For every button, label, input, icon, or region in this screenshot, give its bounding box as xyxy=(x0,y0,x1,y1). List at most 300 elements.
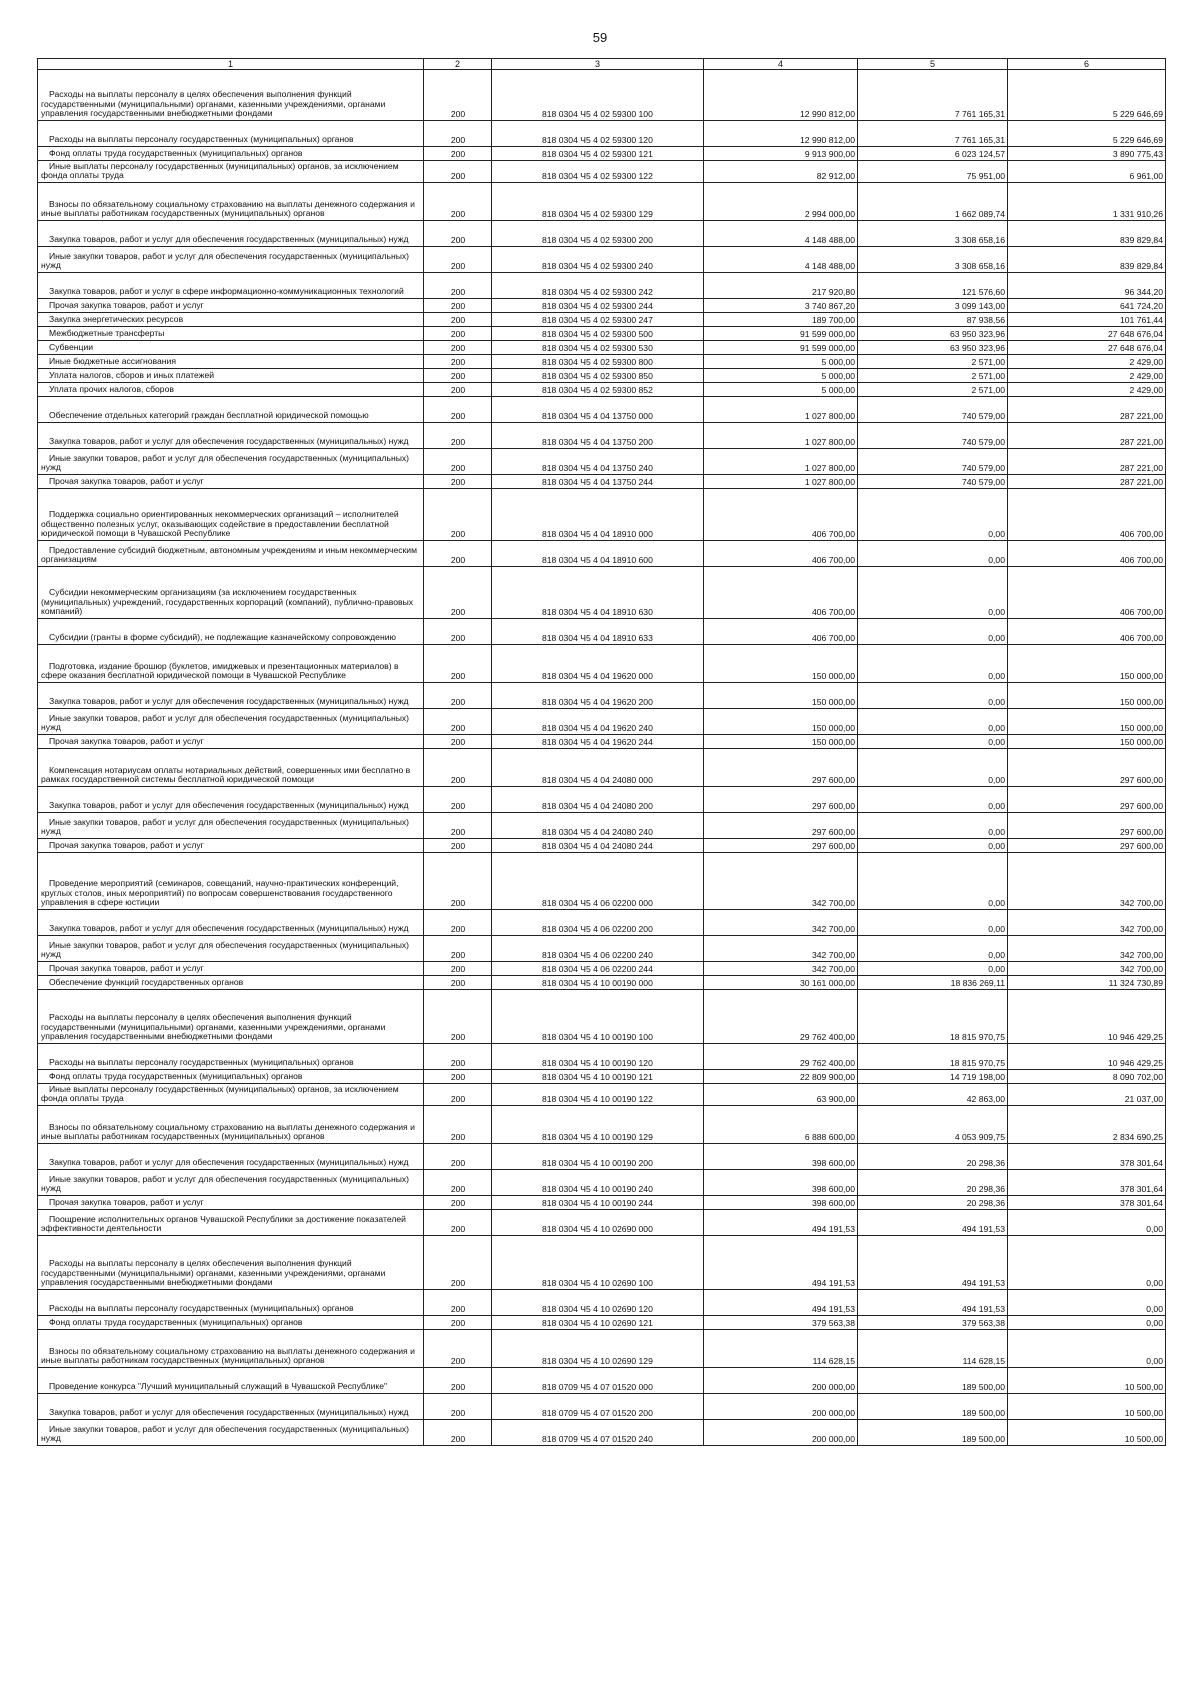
cell-approved-amount: 3 740 867,20 xyxy=(704,299,858,313)
cell-item-name: Взносы по обязательному социальному страхованию на выплаты денежного содержания и иные выплаты работникам государственных (муниципальных) органов xyxy=(38,1330,424,1368)
header-cell-name: 1 xyxy=(38,59,424,70)
cell-unexecuted-amount: 6 961,00 xyxy=(1008,161,1166,183)
cell-approved-amount: 2 994 000,00 xyxy=(704,183,858,221)
header-row xyxy=(38,59,1166,70)
cell-budget-code: 818 0304 Ч5 4 04 19620 000 xyxy=(492,645,704,683)
cell-approved-amount: 29 762 400,00 xyxy=(704,990,858,1044)
cell-approved-amount: 1 027 800,00 xyxy=(704,475,858,489)
cell-unexecuted-amount: 297 600,00 xyxy=(1008,813,1166,839)
cell-approved-amount: 200 000,00 xyxy=(704,1394,858,1420)
table-row xyxy=(38,449,1166,475)
cell-line-code: 200 xyxy=(424,1084,492,1106)
cell-item-name: Расходы на выплаты персоналу в целях обеспечения выполнения функций государственными (муниципальными) органами, казенными учреждениями, органами управления государственными внебюджетными фондами xyxy=(38,1236,424,1290)
cell-approved-amount: 12 990 812,00 xyxy=(704,121,858,147)
table-row xyxy=(38,121,1166,147)
cell-line-code: 200 xyxy=(424,1144,492,1170)
cell-approved-amount: 150 000,00 xyxy=(704,709,858,735)
cell-budget-code: 818 0304 Ч5 4 04 24080 200 xyxy=(492,787,704,813)
table-row xyxy=(38,299,1166,313)
cell-unexecuted-amount: 0,00 xyxy=(1008,1316,1166,1330)
cell-item-name: Закупка товаров, работ и услуг для обеспечения государственных (муниципальных) нужд xyxy=(38,787,424,813)
cell-line-code: 200 xyxy=(424,976,492,990)
cell-item-name: Закупка товаров, работ и услуг для обеспечения государственных (муниципальных) нужд xyxy=(38,423,424,449)
cell-item-name: Фонд оплаты труда государственных (муниципальных) органов xyxy=(38,147,424,161)
table-row xyxy=(38,383,1166,397)
cell-item-name: Иные бюджетные ассигнования xyxy=(38,355,424,369)
cell-unexecuted-amount: 101 761,44 xyxy=(1008,313,1166,327)
cell-budget-code: 818 0709 Ч5 4 07 01520 000 xyxy=(492,1368,704,1394)
cell-executed-amount: 740 579,00 xyxy=(858,475,1008,489)
cell-unexecuted-amount: 342 700,00 xyxy=(1008,853,1166,910)
cell-approved-amount: 342 700,00 xyxy=(704,936,858,962)
cell-approved-amount: 398 600,00 xyxy=(704,1144,858,1170)
cell-budget-code: 818 0304 Ч5 4 04 19620 244 xyxy=(492,735,704,749)
cell-approved-amount: 150 000,00 xyxy=(704,735,858,749)
table-row xyxy=(38,1084,1166,1106)
cell-line-code: 200 xyxy=(424,423,492,449)
cell-unexecuted-amount: 0,00 xyxy=(1008,1330,1166,1368)
cell-line-code: 200 xyxy=(424,645,492,683)
cell-unexecuted-amount: 5 229 646,69 xyxy=(1008,70,1166,121)
cell-item-name: Проведение конкурса "Лучший муниципальный служащий в Чувашской Республике" xyxy=(38,1368,424,1394)
cell-item-name: Подготовка, издание брошюр (буклетов, имиджевых и презентационных материалов) в сфере оказания бесплатной юридической помощи в Чувашской Республике xyxy=(38,645,424,683)
cell-approved-amount: 114 628,15 xyxy=(704,1330,858,1368)
cell-budget-code: 818 0304 Ч5 4 04 18910 630 xyxy=(492,567,704,619)
cell-budget-code: 818 0304 Ч5 4 10 00190 100 xyxy=(492,990,704,1044)
cell-item-name: Уплата прочих налогов, сборов xyxy=(38,383,424,397)
cell-executed-amount: 121 576,60 xyxy=(858,273,1008,299)
cell-approved-amount: 494 191,53 xyxy=(704,1236,858,1290)
cell-unexecuted-amount: 2 834 690,25 xyxy=(1008,1106,1166,1144)
cell-unexecuted-amount: 342 700,00 xyxy=(1008,962,1166,976)
cell-item-name: Закупка товаров, работ и услуг для обеспечения государственных (муниципальных) нужд xyxy=(38,1144,424,1170)
table-row xyxy=(38,327,1166,341)
cell-unexecuted-amount: 378 301,64 xyxy=(1008,1170,1166,1196)
cell-item-name: Межбюджетные трансферты xyxy=(38,327,424,341)
cell-unexecuted-amount: 5 229 646,69 xyxy=(1008,121,1166,147)
cell-budget-code: 818 0304 Ч5 4 02 59300 120 xyxy=(492,121,704,147)
table-row xyxy=(38,839,1166,853)
cell-line-code: 200 xyxy=(424,567,492,619)
cell-approved-amount: 63 900,00 xyxy=(704,1084,858,1106)
cell-approved-amount: 29 762 400,00 xyxy=(704,1044,858,1070)
table-row xyxy=(38,1196,1166,1210)
cell-line-code: 200 xyxy=(424,489,492,541)
cell-item-name: Закупка товаров, работ и услуг для обеспечения государственных (муниципальных) нужд xyxy=(38,1394,424,1420)
cell-executed-amount: 0,00 xyxy=(858,910,1008,936)
cell-executed-amount: 63 950 323,96 xyxy=(858,327,1008,341)
table-row xyxy=(38,813,1166,839)
cell-executed-amount: 1 662 089,74 xyxy=(858,183,1008,221)
cell-unexecuted-amount: 2 429,00 xyxy=(1008,355,1166,369)
cell-unexecuted-amount: 287 221,00 xyxy=(1008,397,1166,423)
cell-budget-code: 818 0304 Ч5 4 04 13750 244 xyxy=(492,475,704,489)
cell-unexecuted-amount: 406 700,00 xyxy=(1008,489,1166,541)
cell-executed-amount: 0,00 xyxy=(858,749,1008,787)
cell-approved-amount: 6 888 600,00 xyxy=(704,1106,858,1144)
page-number: 59 xyxy=(592,30,608,45)
cell-executed-amount: 87 938,56 xyxy=(858,313,1008,327)
table-row xyxy=(38,1106,1166,1144)
cell-approved-amount: 297 600,00 xyxy=(704,749,858,787)
cell-item-name: Прочая закупка товаров, работ и услуг xyxy=(38,475,424,489)
cell-item-name: Взносы по обязательному социальному страхованию на выплаты денежного содержания и иные выплаты работникам государственных (муниципальных) органов xyxy=(38,1106,424,1144)
cell-line-code: 200 xyxy=(424,619,492,645)
cell-executed-amount: 0,00 xyxy=(858,787,1008,813)
cell-budget-code: 818 0304 Ч5 4 02 59300 242 xyxy=(492,273,704,299)
cell-budget-code: 818 0304 Ч5 4 02 59300 852 xyxy=(492,383,704,397)
table-row xyxy=(38,1330,1166,1368)
cell-line-code: 200 xyxy=(424,1106,492,1144)
cell-budget-code: 818 0304 Ч5 4 10 00190 200 xyxy=(492,1144,704,1170)
table-row xyxy=(38,1170,1166,1196)
cell-approved-amount: 200 000,00 xyxy=(704,1420,858,1446)
cell-item-name: Расходы на выплаты персоналу государственных (муниципальных) органов xyxy=(38,121,424,147)
cell-line-code: 200 xyxy=(424,787,492,813)
cell-budget-code: 818 0304 Ч5 4 04 19620 200 xyxy=(492,683,704,709)
cell-unexecuted-amount: 150 000,00 xyxy=(1008,645,1166,683)
cell-approved-amount: 5 000,00 xyxy=(704,355,858,369)
cell-executed-amount: 494 191,53 xyxy=(858,1290,1008,1316)
table-row xyxy=(38,341,1166,355)
cell-budget-code: 818 0304 Ч5 4 10 02690 121 xyxy=(492,1316,704,1330)
table-row xyxy=(38,1368,1166,1394)
cell-executed-amount: 63 950 323,96 xyxy=(858,341,1008,355)
cell-approved-amount: 1 027 800,00 xyxy=(704,423,858,449)
cell-item-name: Прочая закупка товаров, работ и услуг xyxy=(38,839,424,853)
cell-executed-amount: 2 571,00 xyxy=(858,355,1008,369)
cell-unexecuted-amount: 150 000,00 xyxy=(1008,735,1166,749)
cell-item-name: Предоставление субсидий бюджетным, автономным учреждениям и иным некоммерческим организациям xyxy=(38,541,424,567)
cell-budget-code: 818 0304 Ч5 4 04 19620 240 xyxy=(492,709,704,735)
cell-budget-code: 818 0304 Ч5 4 10 00190 129 xyxy=(492,1106,704,1144)
cell-item-name: Иные закупки товаров, работ и услуг для обеспечения государственных (муниципальных) нужд xyxy=(38,813,424,839)
table-row xyxy=(38,1394,1166,1420)
cell-unexecuted-amount: 27 648 676,04 xyxy=(1008,341,1166,355)
cell-executed-amount: 740 579,00 xyxy=(858,397,1008,423)
cell-unexecuted-amount: 10 500,00 xyxy=(1008,1368,1166,1394)
cell-executed-amount: 0,00 xyxy=(858,709,1008,735)
cell-approved-amount: 4 148 488,00 xyxy=(704,247,858,273)
cell-budget-code: 818 0304 Ч5 4 02 59300 530 xyxy=(492,341,704,355)
cell-item-name: Прочая закупка товаров, работ и услуг xyxy=(38,299,424,313)
cell-item-name: Субсидии некоммерческим организациям (за исключением государственных (муниципальных) учреждений, государственных корпораций (компаний), публично-правовых компаний) xyxy=(38,567,424,619)
cell-item-name: Поддержка социально ориентированных некоммерческих организаций – исполнителей общественно полезных услуг, оказывающих содействие в предоставлении бесплатной юридической помощи в Чувашской Республике xyxy=(38,489,424,541)
cell-item-name: Прочая закупка товаров, работ и услуг xyxy=(38,735,424,749)
cell-executed-amount: 75 951,00 xyxy=(858,161,1008,183)
table-row xyxy=(38,313,1166,327)
cell-line-code: 200 xyxy=(424,327,492,341)
cell-unexecuted-amount: 11 324 730,89 xyxy=(1008,976,1166,990)
cell-unexecuted-amount: 378 301,64 xyxy=(1008,1196,1166,1210)
cell-line-code: 200 xyxy=(424,341,492,355)
cell-budget-code: 818 0304 Ч5 4 06 02200 244 xyxy=(492,962,704,976)
cell-unexecuted-amount: 10 946 429,25 xyxy=(1008,990,1166,1044)
cell-item-name: Субвенции xyxy=(38,341,424,355)
cell-line-code: 200 xyxy=(424,161,492,183)
cell-line-code: 200 xyxy=(424,299,492,313)
cell-item-name: Обеспечение отдельных категорий граждан бесплатной юридической помощью xyxy=(38,397,424,423)
cell-line-code: 200 xyxy=(424,273,492,299)
cell-item-name: Иные закупки товаров, работ и услуг для обеспечения государственных (муниципальных) нужд xyxy=(38,1420,424,1446)
cell-executed-amount: 14 719 198,00 xyxy=(858,1070,1008,1084)
cell-budget-code: 818 0304 Ч5 4 04 13750 200 xyxy=(492,423,704,449)
cell-budget-code: 818 0304 Ч5 4 10 02690 120 xyxy=(492,1290,704,1316)
cell-budget-code: 818 0304 Ч5 4 02 59300 100 xyxy=(492,70,704,121)
cell-executed-amount: 0,00 xyxy=(858,853,1008,910)
cell-unexecuted-amount: 2 429,00 xyxy=(1008,383,1166,397)
cell-line-code: 200 xyxy=(424,121,492,147)
cell-line-code: 200 xyxy=(424,147,492,161)
table-row xyxy=(38,853,1166,910)
cell-line-code: 200 xyxy=(424,1330,492,1368)
cell-unexecuted-amount: 150 000,00 xyxy=(1008,683,1166,709)
cell-unexecuted-amount: 287 221,00 xyxy=(1008,449,1166,475)
table-row xyxy=(38,355,1166,369)
table-row xyxy=(38,645,1166,683)
table-row xyxy=(38,619,1166,645)
cell-executed-amount: 0,00 xyxy=(858,619,1008,645)
cell-approved-amount: 297 600,00 xyxy=(704,839,858,853)
cell-approved-amount: 189 700,00 xyxy=(704,313,858,327)
cell-executed-amount: 0,00 xyxy=(858,541,1008,567)
cell-line-code: 200 xyxy=(424,1420,492,1446)
cell-line-code: 200 xyxy=(424,1196,492,1210)
cell-approved-amount: 12 990 812,00 xyxy=(704,70,858,121)
table-row xyxy=(38,221,1166,247)
table-row xyxy=(38,1044,1166,1070)
cell-approved-amount: 342 700,00 xyxy=(704,853,858,910)
cell-unexecuted-amount: 96 344,20 xyxy=(1008,273,1166,299)
cell-approved-amount: 200 000,00 xyxy=(704,1368,858,1394)
cell-approved-amount: 22 809 900,00 xyxy=(704,1070,858,1084)
cell-executed-amount: 0,00 xyxy=(858,683,1008,709)
cell-unexecuted-amount: 378 301,64 xyxy=(1008,1144,1166,1170)
cell-line-code: 200 xyxy=(424,839,492,853)
cell-budget-code: 818 0709 Ч5 4 07 01520 240 xyxy=(492,1420,704,1446)
table-row xyxy=(38,683,1166,709)
cell-approved-amount: 398 600,00 xyxy=(704,1170,858,1196)
cell-approved-amount: 406 700,00 xyxy=(704,619,858,645)
table-row xyxy=(38,936,1166,962)
table-row xyxy=(38,475,1166,489)
cell-budget-code: 818 0304 Ч5 4 02 59300 247 xyxy=(492,313,704,327)
cell-item-name: Взносы по обязательному социальному страхованию на выплаты денежного содержания и иные выплаты работникам государственных (муниципальных) органов xyxy=(38,183,424,221)
cell-line-code: 200 xyxy=(424,1236,492,1290)
cell-budget-code: 818 0304 Ч5 4 10 00190 244 xyxy=(492,1196,704,1210)
cell-budget-code: 818 0304 Ч5 4 04 24080 244 xyxy=(492,839,704,853)
cell-line-code: 200 xyxy=(424,1070,492,1084)
cell-unexecuted-amount: 10 500,00 xyxy=(1008,1420,1166,1446)
table-row xyxy=(38,749,1166,787)
cell-line-code: 200 xyxy=(424,936,492,962)
cell-approved-amount: 494 191,53 xyxy=(704,1290,858,1316)
cell-item-name: Закупка товаров, работ и услуг для обеспечения государственных (муниципальных) нужд xyxy=(38,221,424,247)
cell-unexecuted-amount: 3 890 775,43 xyxy=(1008,147,1166,161)
cell-budget-code: 818 0304 Ч5 4 02 59300 850 xyxy=(492,369,704,383)
cell-approved-amount: 406 700,00 xyxy=(704,541,858,567)
table-row xyxy=(38,70,1166,121)
table-row xyxy=(38,1144,1166,1170)
cell-budget-code: 818 0304 Ч5 4 10 02690 100 xyxy=(492,1236,704,1290)
cell-executed-amount: 3 308 658,16 xyxy=(858,247,1008,273)
table-row xyxy=(38,910,1166,936)
table-row xyxy=(38,1070,1166,1084)
cell-budget-code: 818 0304 Ч5 4 02 59300 244 xyxy=(492,299,704,313)
cell-approved-amount: 5 000,00 xyxy=(704,369,858,383)
cell-approved-amount: 217 920,80 xyxy=(704,273,858,299)
cell-unexecuted-amount: 0,00 xyxy=(1008,1210,1166,1236)
cell-unexecuted-amount: 27 648 676,04 xyxy=(1008,327,1166,341)
cell-unexecuted-amount: 10 500,00 xyxy=(1008,1394,1166,1420)
cell-unexecuted-amount: 641 724,20 xyxy=(1008,299,1166,313)
cell-budget-code: 818 0304 Ч5 4 04 24080 000 xyxy=(492,749,704,787)
table-row xyxy=(38,1210,1166,1236)
table-row xyxy=(38,787,1166,813)
cell-executed-amount: 0,00 xyxy=(858,936,1008,962)
cell-line-code: 200 xyxy=(424,910,492,936)
cell-approved-amount: 150 000,00 xyxy=(704,645,858,683)
cell-unexecuted-amount: 406 700,00 xyxy=(1008,619,1166,645)
header-cell-executed: 5 xyxy=(858,59,1008,70)
cell-unexecuted-amount: 297 600,00 xyxy=(1008,749,1166,787)
cell-item-name: Уплата налогов, сборов и иных платежей xyxy=(38,369,424,383)
table-row xyxy=(38,161,1166,183)
cell-executed-amount: 20 298,36 xyxy=(858,1196,1008,1210)
cell-executed-amount: 0,00 xyxy=(858,567,1008,619)
cell-executed-amount: 114 628,15 xyxy=(858,1330,1008,1368)
cell-budget-code: 818 0304 Ч5 4 04 13750 240 xyxy=(492,449,704,475)
cell-unexecuted-amount: 2 429,00 xyxy=(1008,369,1166,383)
cell-budget-code: 818 0709 Ч5 4 07 01520 200 xyxy=(492,1394,704,1420)
cell-budget-code: 818 0304 Ч5 4 04 13750 000 xyxy=(492,397,704,423)
table-row xyxy=(38,397,1166,423)
header-cell-approved: 4 xyxy=(704,59,858,70)
table-row xyxy=(38,541,1166,567)
cell-budget-code: 818 0304 Ч5 4 02 59300 500 xyxy=(492,327,704,341)
cell-item-name: Прочая закупка товаров, работ и услуг xyxy=(38,1196,424,1210)
cell-item-name: Закупка товаров, работ и услуг для обеспечения государственных (муниципальных) нужд xyxy=(38,683,424,709)
cell-approved-amount: 297 600,00 xyxy=(704,787,858,813)
table-row xyxy=(38,247,1166,273)
cell-unexecuted-amount: 0,00 xyxy=(1008,1290,1166,1316)
cell-executed-amount: 18 836 269,11 xyxy=(858,976,1008,990)
cell-line-code: 200 xyxy=(424,475,492,489)
cell-budget-code: 818 0304 Ч5 4 04 18910 600 xyxy=(492,541,704,567)
cell-budget-code: 818 0304 Ч5 4 10 00190 000 xyxy=(492,976,704,990)
cell-line-code: 200 xyxy=(424,313,492,327)
cell-line-code: 200 xyxy=(424,813,492,839)
cell-executed-amount: 3 099 143,00 xyxy=(858,299,1008,313)
cell-item-name: Закупка товаров, работ и услуг в сфере информационно-коммуникационных технологий xyxy=(38,273,424,299)
cell-item-name: Расходы на выплаты персоналу государственных (муниципальных) органов xyxy=(38,1044,424,1070)
cell-item-name: Иные выплаты персоналу государственных (муниципальных) органов, за исключением фонда оплаты труда xyxy=(38,161,424,183)
cell-line-code: 200 xyxy=(424,247,492,273)
table-row xyxy=(38,990,1166,1044)
cell-executed-amount: 494 191,53 xyxy=(858,1236,1008,1290)
cell-executed-amount: 4 053 909,75 xyxy=(858,1106,1008,1144)
cell-line-code: 200 xyxy=(424,70,492,121)
cell-line-code: 200 xyxy=(424,990,492,1044)
cell-line-code: 200 xyxy=(424,369,492,383)
cell-unexecuted-amount: 287 221,00 xyxy=(1008,475,1166,489)
cell-unexecuted-amount: 297 600,00 xyxy=(1008,787,1166,813)
cell-item-name: Прочая закупка товаров, работ и услуг xyxy=(38,962,424,976)
cell-executed-amount: 0,00 xyxy=(858,839,1008,853)
cell-approved-amount: 1 027 800,00 xyxy=(704,397,858,423)
cell-executed-amount: 740 579,00 xyxy=(858,423,1008,449)
cell-executed-amount: 18 815 970,75 xyxy=(858,990,1008,1044)
cell-approved-amount: 4 148 488,00 xyxy=(704,221,858,247)
table-row xyxy=(38,567,1166,619)
cell-item-name: Иные закупки товаров, работ и услуг для обеспечения государственных (муниципальных) нужд xyxy=(38,709,424,735)
cell-unexecuted-amount: 1 331 910,26 xyxy=(1008,183,1166,221)
cell-budget-code: 818 0304 Ч5 4 10 00190 240 xyxy=(492,1170,704,1196)
cell-budget-code: 818 0304 Ч5 4 04 18910 000 xyxy=(492,489,704,541)
cell-item-name: Поощрение исполнительных органов Чувашской Республики за достижение показателей эффективности деятельности xyxy=(38,1210,424,1236)
table-row xyxy=(38,1290,1166,1316)
cell-item-name: Иные закупки товаров, работ и услуг для обеспечения государственных (муниципальных) нужд xyxy=(38,1170,424,1196)
cell-executed-amount: 3 308 658,16 xyxy=(858,221,1008,247)
cell-budget-code: 818 0304 Ч5 4 02 59300 800 xyxy=(492,355,704,369)
cell-budget-code: 818 0304 Ч5 4 10 00190 120 xyxy=(492,1044,704,1070)
cell-unexecuted-amount: 406 700,00 xyxy=(1008,541,1166,567)
cell-approved-amount: 82 912,00 xyxy=(704,161,858,183)
cell-approved-amount: 406 700,00 xyxy=(704,567,858,619)
cell-line-code: 200 xyxy=(424,383,492,397)
cell-approved-amount: 91 599 000,00 xyxy=(704,341,858,355)
cell-approved-amount: 494 191,53 xyxy=(704,1210,858,1236)
cell-unexecuted-amount: 406 700,00 xyxy=(1008,567,1166,619)
cell-approved-amount: 30 161 000,00 xyxy=(704,976,858,990)
cell-approved-amount: 91 599 000,00 xyxy=(704,327,858,341)
cell-budget-code: 818 0304 Ч5 4 10 00190 121 xyxy=(492,1070,704,1084)
cell-executed-amount: 0,00 xyxy=(858,813,1008,839)
budget-execution-table xyxy=(37,58,1166,1446)
cell-line-code: 200 xyxy=(424,355,492,369)
cell-line-code: 200 xyxy=(424,683,492,709)
cell-line-code: 200 xyxy=(424,1210,492,1236)
table-body xyxy=(38,70,1166,1446)
cell-executed-amount: 2 571,00 xyxy=(858,383,1008,397)
cell-item-name: Иные закупки товаров, работ и услуг для обеспечения государственных (муниципальных) нужд xyxy=(38,936,424,962)
cell-line-code: 200 xyxy=(424,709,492,735)
cell-executed-amount: 189 500,00 xyxy=(858,1394,1008,1420)
cell-executed-amount: 189 500,00 xyxy=(858,1420,1008,1446)
cell-executed-amount: 379 563,38 xyxy=(858,1316,1008,1330)
table-row xyxy=(38,1236,1166,1290)
cell-approved-amount: 398 600,00 xyxy=(704,1196,858,1210)
cell-item-name: Иные закупки товаров, работ и услуг для обеспечения государственных (муниципальных) нужд xyxy=(38,449,424,475)
table-row xyxy=(38,962,1166,976)
cell-approved-amount: 297 600,00 xyxy=(704,813,858,839)
cell-line-code: 200 xyxy=(424,853,492,910)
cell-unexecuted-amount: 297 600,00 xyxy=(1008,839,1166,853)
cell-approved-amount: 150 000,00 xyxy=(704,683,858,709)
cell-line-code: 200 xyxy=(424,183,492,221)
cell-budget-code: 818 0304 Ч5 4 02 59300 129 xyxy=(492,183,704,221)
cell-executed-amount: 20 298,36 xyxy=(858,1170,1008,1196)
table-row xyxy=(38,1420,1166,1446)
header-cell-line-code: 2 xyxy=(424,59,492,70)
cell-executed-amount: 740 579,00 xyxy=(858,449,1008,475)
cell-budget-code: 818 0304 Ч5 4 10 02690 129 xyxy=(492,1330,704,1368)
cell-budget-code: 818 0304 Ч5 4 06 02200 000 xyxy=(492,853,704,910)
table-row xyxy=(38,147,1166,161)
cell-line-code: 200 xyxy=(424,1044,492,1070)
cell-unexecuted-amount: 342 700,00 xyxy=(1008,910,1166,936)
table-row xyxy=(38,1316,1166,1330)
